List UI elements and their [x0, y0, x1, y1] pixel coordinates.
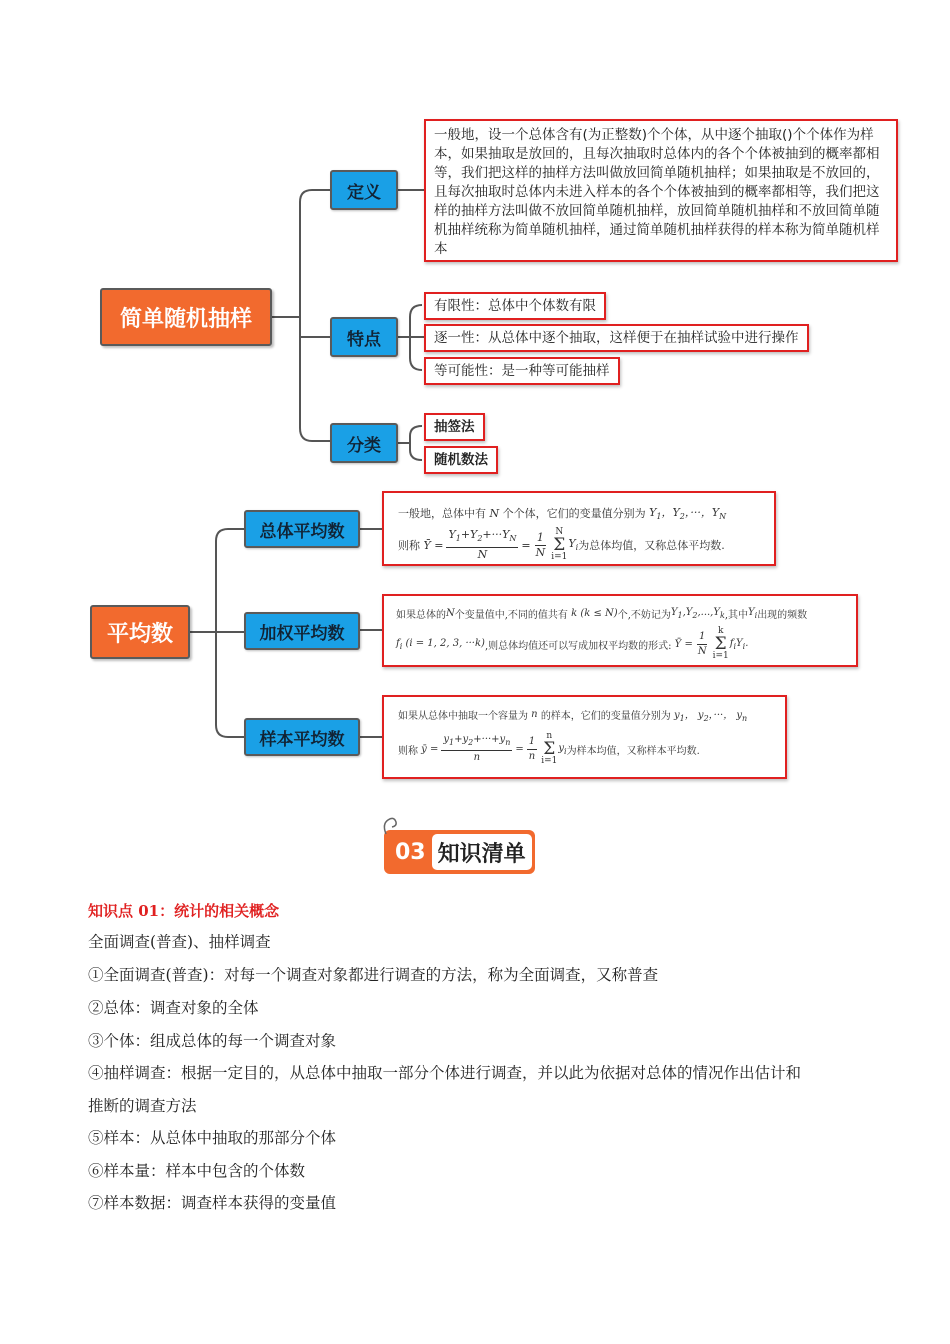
feature-equal-probability: 等可能性：是一种等可能抽样 [424, 357, 620, 385]
branch-sample-mean: 样本平均数 [244, 718, 360, 756]
pop-text-1: 一般地，总体中有 [398, 507, 486, 520]
wt-text-2: 个变量值中,不同的值共有 [454, 609, 568, 621]
knowledge-line-7: ⑤样本：从总体中抽取的那部分个体 [88, 1129, 337, 1147]
pop-text-4: 为总体均值，又称总体平均数. [578, 539, 725, 552]
badge-title: 知识清单 [432, 834, 532, 870]
pop-text-3: 则称 [398, 539, 420, 552]
branch-definition: 定义 [330, 170, 398, 210]
root-simple-random-sampling: 简单随机抽样 [100, 288, 272, 346]
smp-text-2: 的样本，它们的变量值分别为 [540, 710, 671, 722]
knowledge-line-3: ②总体：调查对象的全体 [88, 999, 259, 1017]
branch-weighted-mean: 加权平均数 [244, 612, 360, 650]
badge-number: 03 [395, 839, 426, 865]
class-lottery-method: 抽签法 [424, 413, 485, 441]
root-mean: 平均数 [90, 605, 190, 659]
wt-text-4: ,其中 [724, 609, 749, 621]
smp-text-1: 如果从总体中抽取一个容量为 [398, 710, 528, 722]
weighted-mean-box: 如果总体的 N 个变量值中,不同的值共有 k (k ≤ N) 个,不妨记为 $Y_1,Y_2,...,Y_k$ ,其中 $Y_i$ 出现的频数 $f_i$ (i = 1, 2, 3, ···k) ,则总体均值还可以写成加权平均数的形式: Ȳ = $\frac{1}{N}$ k Σ i=1 $f_iY_i$. [382, 594, 858, 667]
class-random-number-method: 随机数法 [424, 446, 498, 474]
knowledge-heading: 知识点 01：统计的相关概念 [88, 902, 280, 920]
branch-features: 特点 [330, 317, 398, 357]
smp-text-3: 则称 [398, 745, 418, 757]
population-mean-box: 一般地，总体中有 N 个个体，它们的变量值分别为 $Y_1$，$Y_2$，···，$Y_N$ 则称 Ȳ = $\frac{Y_1+Y_2+\cdot\cdot\cdot Y_N}{N}$ = $\frac{1}{N}$ N Σ i=1 $Y_i$ 为总体均值，又称总体平均数. [382, 491, 776, 566]
paperclip-icon [380, 814, 404, 836]
knowledge-line-9: ⑦样本数据：调查样本获得的变量值 [88, 1194, 337, 1212]
feature-finite: 有限性：总体中个体数有限 [424, 292, 606, 320]
knowledge-line-6: 推断的调查方法 [88, 1097, 197, 1115]
wt-text-6: ,则总体均值还可以写成加权平均数的形式: [484, 640, 672, 652]
feature-one-by-one: 逐一性：从总体中逐个抽取，这样便于在抽样试验中进行操作 [424, 324, 809, 352]
knowledge-line-1: 全面调查(普查)、抽样调查 [88, 933, 271, 951]
branch-population-mean: 总体平均数 [244, 510, 360, 548]
branch-classification: 分类 [330, 423, 398, 463]
knowledge-line-5: ④抽样调查：根据一定目的，从总体中抽取一部分个体进行调查，并以此为依据对总体的情况作出估计和 [88, 1064, 802, 1082]
section-badge [384, 830, 535, 874]
sample-mean-box: 如果从总体中抽取一个容量为 n 的样本，它们的变量值分别为 $y_1$， $y_2$，···， $y_n$ 则称 ȳ = $\frac{y_1+y_2+\cdot\cdot\cdot+y_n}{n}$ = $\frac{1}{n}$ n Σ i=1 $y_i$ 为样本均值，又称样本平均数. [382, 695, 787, 779]
knowledge-line-2: ①全面调查(普查)：对每一个调查对象都进行调查的方法，称为全面调查，又称普查 [88, 966, 659, 984]
wt-text-3: 个,不妨记为 [617, 609, 671, 621]
wt-text-5: 出现的频数 [757, 609, 808, 621]
pop-text-2: 个个体，它们的变量值分别为 [502, 507, 646, 520]
knowledge-line-8: ⑥样本量：样本中包含的个体数 [88, 1162, 306, 1180]
smp-text-4: 为样本均值，又称样本平均数. [566, 745, 700, 757]
definition-box: 一般地，设一个总体含有(为正整数)个个体，从中逐个抽取()个个体作为样本，如果抽取是放回的，且每次抽取时总体内的各个个体被抽到的概率都相等，我们把这样的抽样方法叫做放回简单随机抽样；如果抽取是不放回的，且每次抽取时总体内未进入样本的各个个体被抽到的概率都相等，我们把这样的抽样方法叫做不放回简单随机抽样，放回简单随机抽样和不放回简单随机抽样统称为简单随机抽样，通过简单随机抽样获得的样本称为简单随机样本 [424, 119, 898, 262]
knowledge-line-4: ③个体：组成总体的每一个调查对象 [88, 1032, 337, 1050]
wt-text-1: 如果总体的 [396, 609, 446, 621]
